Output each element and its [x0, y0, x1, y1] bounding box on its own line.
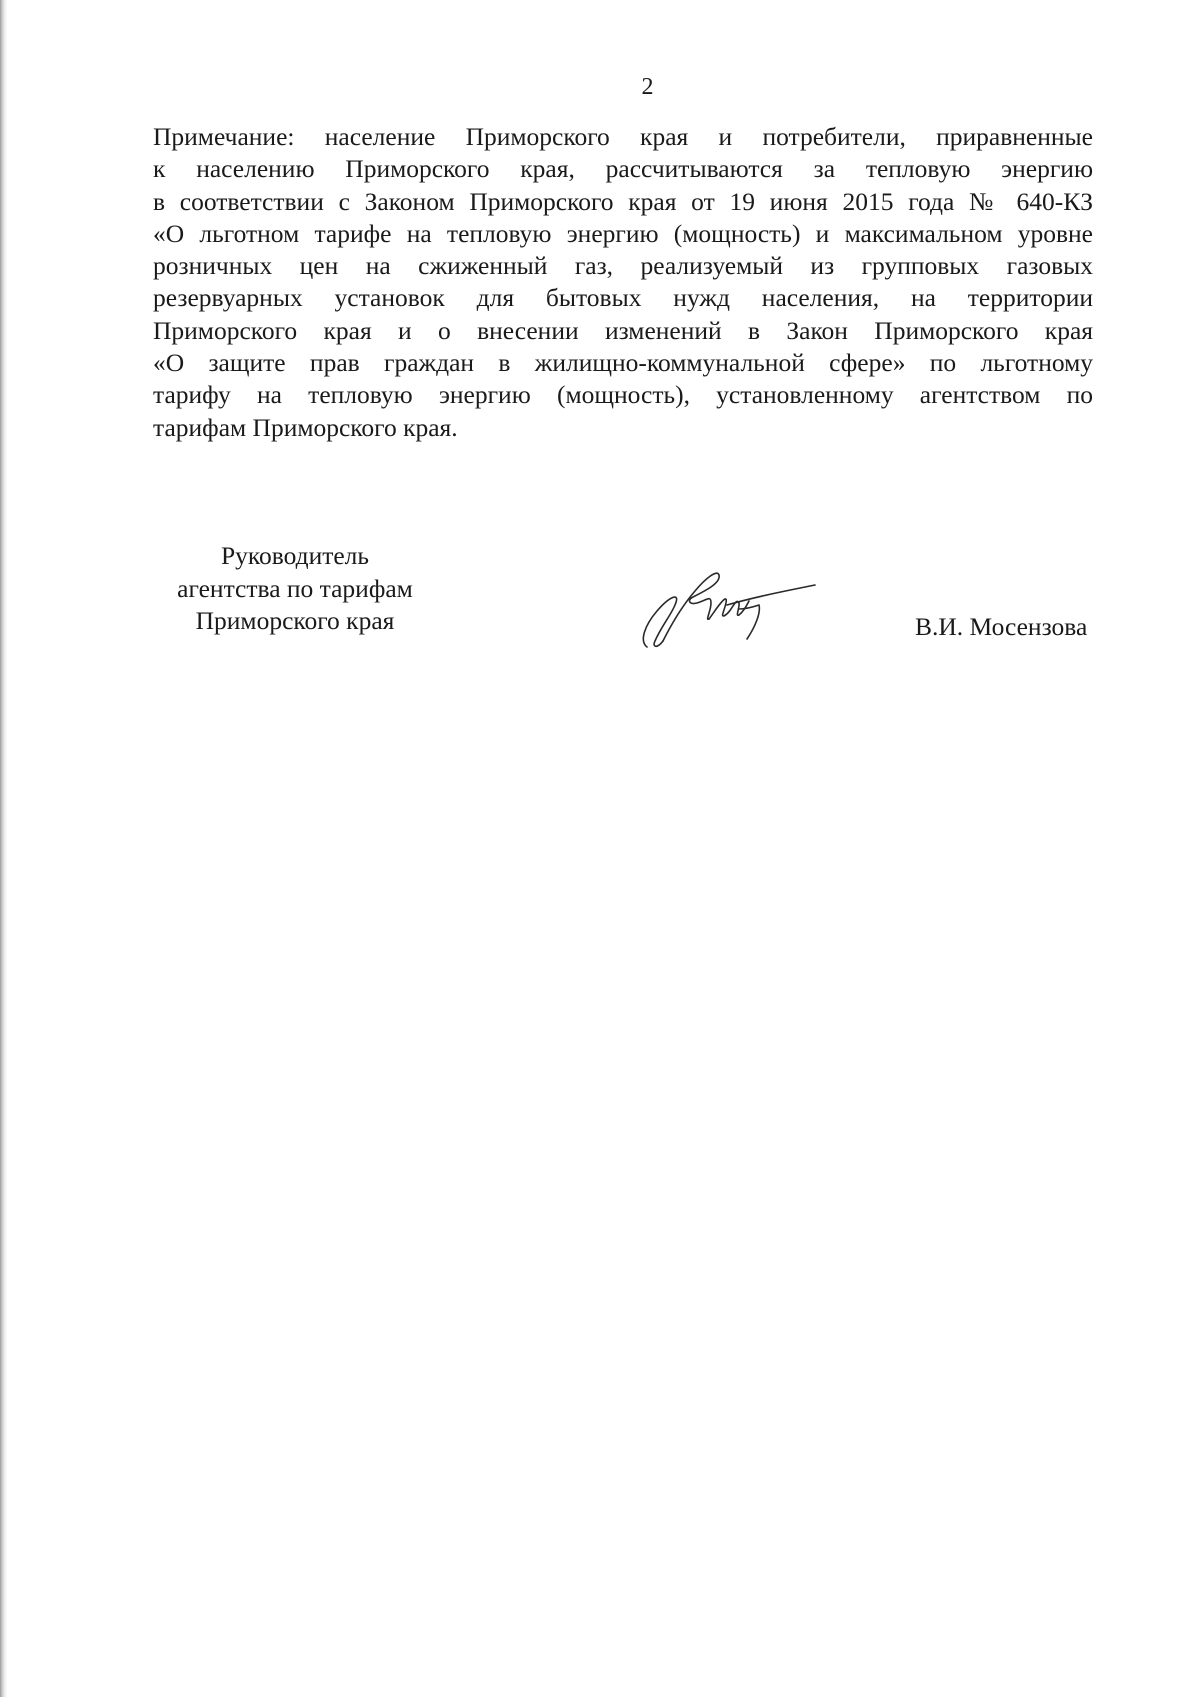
- note-line: Примечание: население Приморского края и потребители, приравненные: [153, 122, 1093, 151]
- note-line: розничных цен на сжиженный газ, реализуемый из групповых газовых: [153, 251, 1093, 281]
- page-edge-shadow: [0, 0, 7, 1697]
- note-line: тарифу на тепловую энергию (мощность), установленному агентством по: [153, 380, 1093, 410]
- note-line: в соответствии с Законом Приморского края от 19 июня 2015 года № 640-КЗ: [153, 186, 1093, 216]
- page-number: 2: [641, 74, 654, 100]
- note-paragraph: [153, 121, 1093, 444]
- signer-position: [120, 540, 470, 638]
- note-line: Приморского края и о внесении изменений в Закон Приморского края: [153, 315, 1093, 345]
- note-line: «О защите прав граждан в жилищно-коммунальной сфере» по льготному: [153, 348, 1093, 378]
- handwritten-signature: [635, 555, 820, 655]
- signer-position-line: агентства по тарифам: [177, 573, 413, 603]
- signer-position-line: Приморского края: [195, 606, 395, 635]
- note-line: «О льготном тарифе на тепловую энергию (мощность) и максимальном уровне: [153, 218, 1093, 248]
- signer-name: В.И. Мосензова: [915, 612, 1088, 641]
- signer-position-line: Руководитель: [220, 541, 370, 570]
- note-line: тарифам Приморского края.: [153, 412, 458, 442]
- note-line: резервуарных установок для бытовых нужд населения, на территории: [153, 283, 1093, 313]
- note-line: к населению Приморского края, рассчитываются за тепловую энергию: [153, 154, 1093, 184]
